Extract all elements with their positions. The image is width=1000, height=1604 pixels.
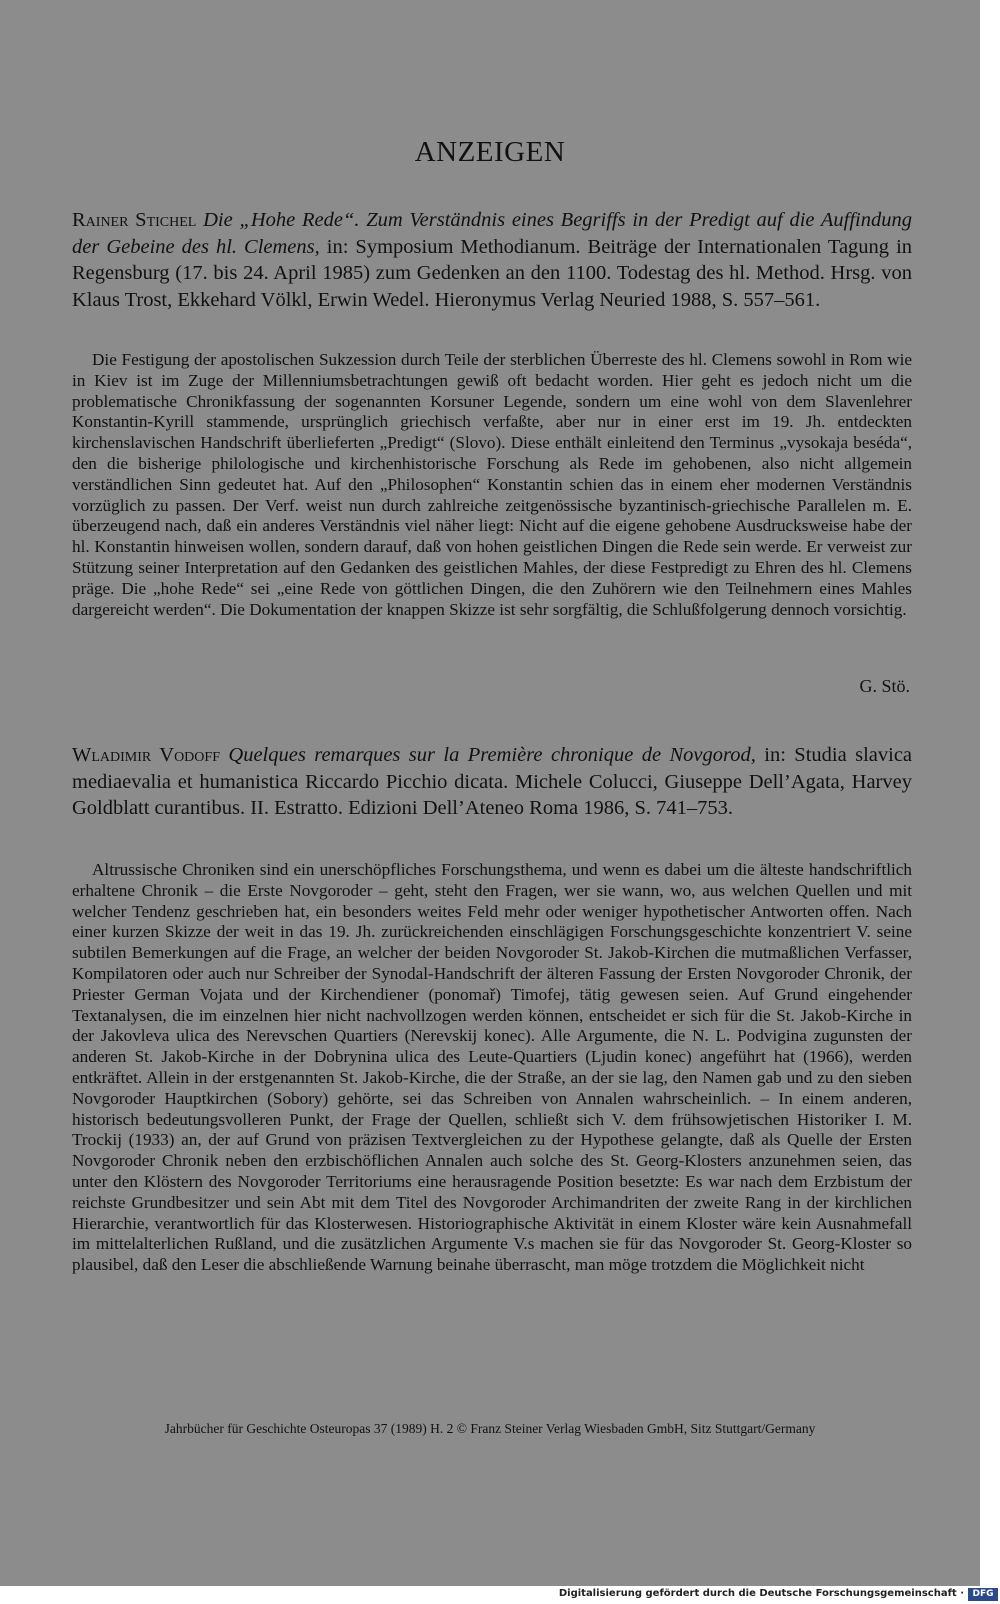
review1-body: Die Festigung der apostolischen Sukzession durch Teile der sterblichen Überreste des hl. Clemens sowohl in Rom wie in Kiev ist im Zuge der Millenniumsbetrachtungen gewiß oft bedacht worden. Hier geht es jedoch nicht um die problematische Chronikfassung der sogenannten Korsuner Legende, sondern um eine wohl von dem Slavenlehrer Konstantin-Kyrill stammende, ursprünglich griechisch verfaßte, aber nur in einer erst im 19. Jh. entdeckten kirchenslavischen Handschrift überlieferten „Predigt“ (Slovo). Diese enthält einleitend den Terminus „vysokaja beséda“, den die bisherige philologische und kirchenhistorische Forschung als Rede im gehobenen, also nicht allgemein verständlichen Sinn gedeutet hat. Auf den „Philosophen“ Konstantin schien das in einem eher modernen Verständnis vorzüglich zu passen. Der Verf. weist nun durch zahlreiche zeitgenössische byzantinisch-griechische Parallelen m. E. überzeugend nach, daß ein anderes Verständnis viel näher liegt: Nicht auf die eigene gehobene Ausdrucksweise habe der hl. Konstantin hinweisen wollen, sondern darauf, daß von hohen geistlichen Dingen die Rede sein werde. Er verweist zur Stützung seiner Interpretation auf den Gedanken des geistlichen Mahles, der diese Festpredigt zu Ehren des hl. Clemens präge. Die „hohe Rede“ sei „eine Rede von göttlichen Dingen, die den Zuhörern wie den Teilnehmern eines Mahles dargereicht werden“. Die Dokumentation der knappen Skizze ist sehr sorgfältig, die Schlußfolgerung dennoch vorsichtig.	[72, 350, 912, 619]
review1-citation: in: Symposium Methodianum. Beiträge der Internationalen Tagung in Regensburg (17. bis 24. April 1985) zum Gedenken an den 1100. Todestag des hl. Method. Hrsg. von Klaus Trost, Ekkehard Völkl, Erwin Wedel. Hieronymus Verlag Neuried 1988, S. 557–561.	[72, 235, 913, 311]
review2-author: Wladimir Vodoff	[72, 744, 220, 766]
review2-body: Altrussische Chroniken sind ein unerschöpfliches Forschungsthema, und wenn es dabei um die älteste handschriftlich erhaltene Chronik – die Erste Novgoroder – geht, steht den Fragen, wer sie wann, wo, aus welchen Quellen und mit welcher Tendenz geschrieben hat, ein besonders weites Feld mehr oder weniger hypothetischer Antworten offen. Nach einer kurzen Skizze der weit in das 19. Jh. zurückreichenden einschlägigen Forschungsgeschichte konzentriert V. seine subtilen Bemerkungen auf die Frage, an welcher der beiden Novgoroder St. Jakob-Kirchen die mutmaßlichen Verfasser, Kompilatoren oder auch nur Schreiber der Synodal-Handschrift der älteren Fassung der Ersten Novgoroder Chronik, der Priester German Vojata und der Kirchendiener (ponomař) Timofej, tätig gewesen seien. Auf Grund eingehender Textanalysen, die im einzelnen hier nicht nachvollzogen werden können, entscheidet er sich für die St. Jakob-Kirche in der Jakovleva ulica des Nerevschen Quartiers (Nerevskij konec). Alle Argumente, die N. L. Podvigina zugunsten der anderen St. Jakob-Kirche in der Dobrynina ulica des Leute-Quartiers (Ljudin konec) angeführt hat (1966), werden entkräftet. Allein in der erstgenannten St. Jakob-Kirche, die der Straße, an der sie lag, den Namen gab und zu den sieben Novgoroder Hauptkirchen (Sobory) gehörte, sei das Schreiben von Annalen wahrscheinlich. – In einem anderen, historisch bedeutungsvolleren Punkt, der Frage der Quellen, schließt sich V. dem frühsowjetischen Historiker I. M. Trockij (1933) an, der auf Grund von präzisen Textvergleichen zu der Hypothese gelangte, daß als Quelle der Ersten Novgoroder Chronik neben den erzbischöflichen Annalen auch solche des St. Georg-Klosters anzunehmen seien, das unter den Klöstern des Novgoroder Territoriums eine herausragende Position besetzte: Es war nach dem Erzbistum der reichste Grundbesitzer und sein Abt mit dem Titel des Novgoroder Archimandriten der zweite Rang in der kirchlichen Hierarchie, verantwortlich für das Klosterwesen. Historiographische Aktivität in einem Kloster wäre kein Ausnahmefall im mittelalterlichen Rußland, und die zusätzlichen Argumente V.s machen sie für das Novgoroder St. Georg-Kloster so plausibel, daß den Leser die abschließende Warnung beinahe überrascht, man möge trotzdem die Möglichkeit nicht	[72, 860, 912, 1275]
review1-author: Rainer Stichel	[72, 209, 197, 231]
review2-citation: in: Studia slavica mediaevalia et humanistica Riccardo Picchio dicata. Michele Colucci, Giuseppe Dell’Agata, Harvey Goldblatt curantibus. II. Estratto. Edizioni Dell’Ateneo Roma 1986, S. 741–753.	[72, 744, 913, 819]
review1-header	[72, 207, 912, 313]
journal-footer: Jahrbücher für Geschichte Osteuropas 37 (1989) H. 2 © Franz Steiner Verlag Wiesbaden GmbH, Sitz Stuttgart/Germany	[164, 1421, 816, 1436]
dfg-logo: DFG	[968, 1588, 998, 1601]
review1-signature: G. Stö.	[859, 676, 910, 696]
dfg-credit-text: Digitalisierung gefördert durch die Deutsche Forschungsgemeinschaft ·	[558, 1588, 964, 1599]
dfg-banner	[0, 1586, 1000, 1604]
page-heading: ANZEIGEN	[414, 136, 566, 168]
review1-title: Die „Hohe Rede“. Zum Verständnis eines Begriffs in der Predigt auf die Auffindung der Gebeine des hl. Clemens,	[72, 209, 913, 258]
review2-header	[72, 742, 912, 822]
review2-title: Quelques remarques sur la Première chronique de Novgorod,	[228, 744, 756, 766]
